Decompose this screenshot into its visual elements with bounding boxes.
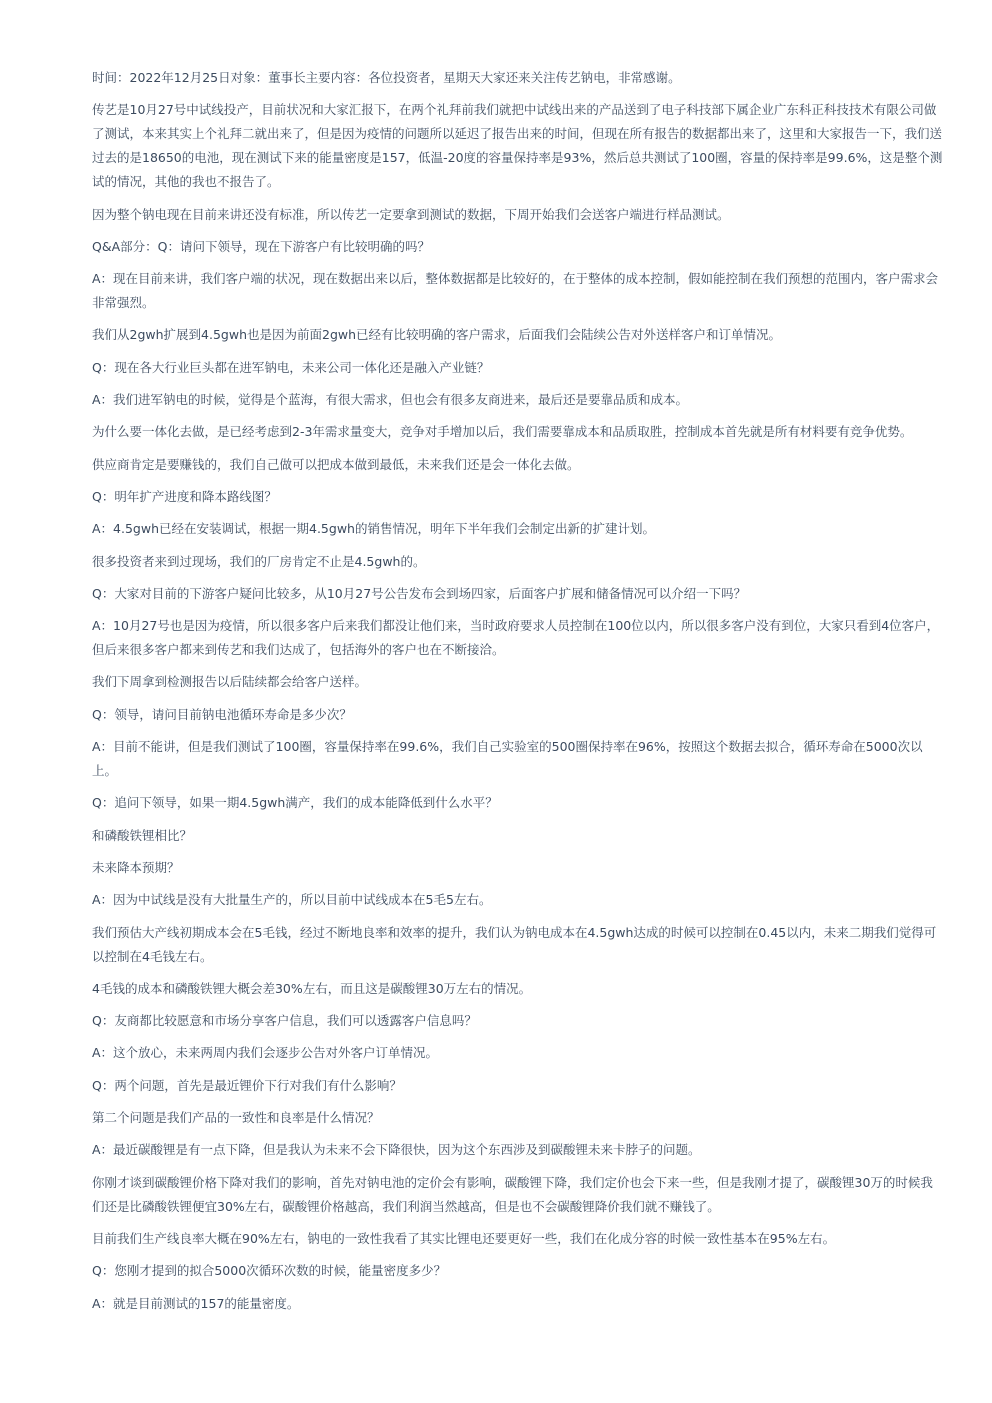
question: Q：友商都比较愿意和市场分享客户信息，我们可以透露客户信息吗？ (92, 1013, 477, 1029)
paragraph: 因为整个钠电现在目前来讲还没有标准，所以传艺一定要拿到测试的数据，下周开始我们会送客户端进行样品测试。 (92, 206, 730, 222)
answer: A：就是目前测试的157的能量密度。 (92, 1295, 300, 1311)
meeting-info: 时间：2022年12月25日对象：董事长主要内容：各位投资者，星期天大家还来关注传艺钠电，非常感谢。 (92, 70, 681, 85)
question: Q：您刚才提到的拟合5000次循环次数的时候，能量密度多少？ (92, 1263, 447, 1279)
paragraph: 我们下周拿到检测报告以后陆续都会给客户送样。 (92, 674, 368, 690)
question: Q：领导，请问目前钠电池循环寿命是多少次？ (92, 706, 352, 722)
answer: A：目前不能讲，但是我们测试了100圈，容量保持率在99.6%，我们自己实验室的500圈保持率在96%，按照这个数据去拟合，循环寿命在5000次以上。 (92, 739, 923, 779)
question: Q&A部分：Q：请问下领导，现在下游客户有比较明确的吗？ (92, 238, 430, 254)
answer: A：4.5gwh已经在安装调试，根据一期4.5gwh的销售情况，明年下半年我们会制定出新的扩建计划。 (92, 521, 655, 537)
answer: A：最近碳酸锂是有一点下降，但是我认为未来不会下降很快，因为这个东西涉及到碳酸锂未来卡脖子的问题。 (92, 1142, 701, 1158)
answer: A：因为中试线是没有大批量生产的，所以目前中试线成本在5毛5左右。 (92, 892, 492, 908)
opening-remarks: 传艺是10月27号中试线投产，目前状况和大家汇报下，在两个礼拜前我们就把中试线出来的产品送到了电子科技部下属企业广东科正科技技术有限公司做了测试，本来其实上个礼拜二就出来了，但是因为疫情的问题所以延迟了报告出来的时间，但现在所有报告的数据都出来了，这里和大家报告一下，我们送过去的是18650的电池，现在测试下来的能量密度是157，低温-20度的容量保持率是93%，然后总共测试了100圈，容量的保持率是99.6%，这是整个测试的情况，其他的我也不报告了。 (92, 102, 943, 190)
question: Q：两个问题，首先是最近锂价下行对我们有什么影响？ (92, 1077, 402, 1093)
paragraph: 我们从2gwh扩展到4.5gwh也是因为前面2gwh已经有比较明确的客户需求，后面我们会陆续公告对外送样客户和订单情况。 (92, 327, 782, 343)
answer: A：我们进军钠电的时候，觉得是个蓝海，有很大需求，但也会有很多友商进来，最后还是要靠品质和成本。 (92, 392, 689, 408)
paragraph: 未来降本预期？ (92, 859, 180, 875)
question: Q：追问下领导，如果一期4.5gwh满产，我们的成本能降低到什么水平？ (92, 795, 498, 811)
answer: A：10月27号也是因为疫情，所以很多客户后来我们都没让他们来，当时政府要求人员控制在100位以内，所以很多客户没有到位，大家只看到4位客户，但后来很多客户都来到传艺和我们达成了，包括海外的客户也在不断接洽。 (92, 618, 940, 658)
paragraph: 供应商肯定是要赚钱的，我们自己做可以把成本做到最低，未来我们还是会一体化去做。 (92, 456, 580, 472)
paragraph: 为什么要一体化去做，是已经考虑到2-3年需求量变大，竞争对手增加以后，我们需要靠成本和品质取胜，控制成本首先就是所有材料要有竞争优势。 (92, 424, 913, 440)
paragraph: 第二个问题是我们产品的一致性和良率是什么情况？ (92, 1110, 380, 1126)
paragraph: 很多投资者来到过现场，我们的厂房肯定不止是4.5gwh的。 (92, 553, 426, 569)
answer: A：这个放心，未来两周内我们会逐步公告对外客户订单情况。 (92, 1045, 439, 1061)
paragraph: 你刚才谈到碳酸锂价格下降对我们的影响，首先对钠电池的定价会有影响，碳酸锂下降，我们定价也会下来一些，但是我刚才提了，碳酸锂30万的时候我们还是比磷酸铁锂便宜30%左右，碳酸锂价格越高，我们利润当然越高，但是也不会碳酸锂降价我们就不赚钱了。 (92, 1174, 933, 1214)
paragraph: 4毛钱的成本和磷酸铁锂大概会差30%左右，而且这是碳酸锂30万左右的情况。 (92, 980, 532, 996)
question: Q：明年扩产进度和降本路线图？ (92, 488, 277, 504)
question: Q：现在各大行业巨头都在进军钠电，未来公司一体化还是融入产业链？ (92, 359, 490, 375)
paragraph: 目前我们生产线良率大概在90%左右，钠电的一致性我看了其实比锂电还要更好一些，我们在化成分容的时候一致性基本在95%左右。 (92, 1230, 836, 1246)
paragraph: 和磷酸铁锂相比？ (92, 827, 193, 843)
document-body (92, 66, 944, 1324)
answer: A：现在目前来讲，我们客户端的状况，现在数据出来以后，整体数据都是比较好的，在于整体的成本控制，假如能控制在我们预想的范围内，客户需求会非常强烈。 (92, 271, 939, 311)
paragraph: 我们预估大产线初期成本会在5毛钱，经过不断地良率和效率的提升，我们认为钠电成本在4.5gwh达成的时候可以控制在0.45以内，未来二期我们觉得可以控制在4毛钱左右。 (92, 924, 937, 964)
question: Q：大家对目前的下游客户疑问比较多，从10月27号公告发布会到场四家，后面客户扩展和储备情况可以介绍一下吗？ (92, 585, 747, 601)
